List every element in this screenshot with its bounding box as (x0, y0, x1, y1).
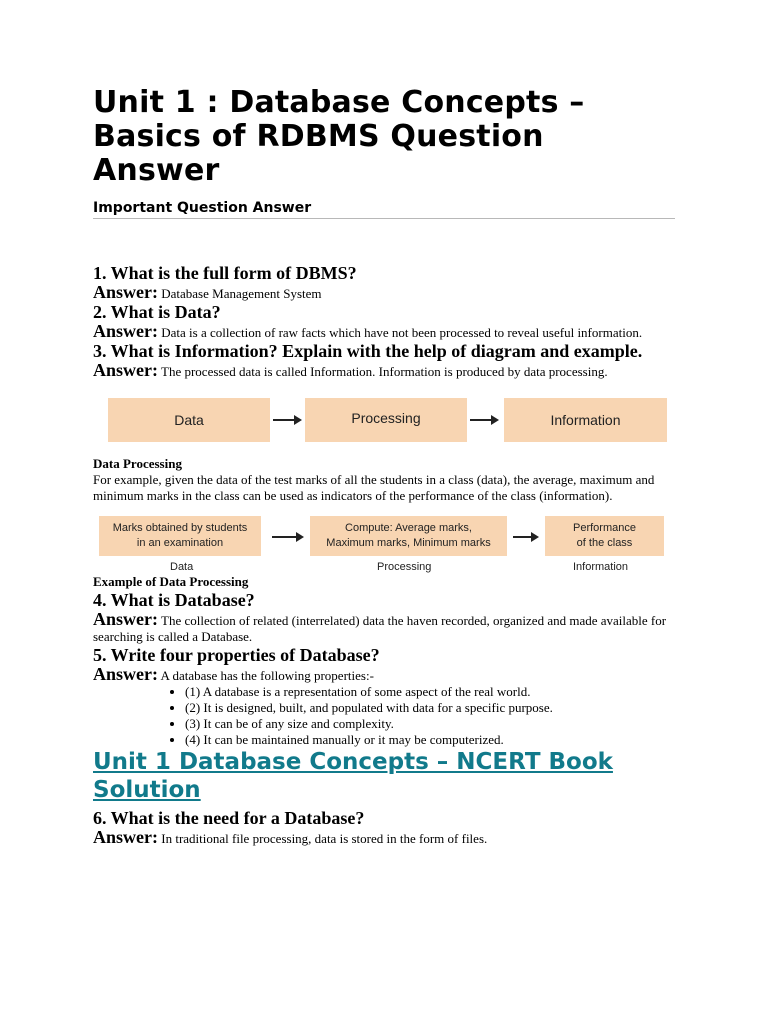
example-box-information (545, 516, 664, 556)
answer-3-text: The processed data is called Information. Information is produced by data processing. (161, 364, 608, 379)
list-item: • (3) It can be of any size and complexity. (185, 716, 675, 732)
question-6: 6. What is the need for a Database? (93, 808, 365, 828)
answer-1 (93, 284, 675, 302)
question-1: 1. What is the full form of DBMS? (93, 263, 357, 283)
answer-label: Answer: (93, 609, 158, 629)
diagram-box-data: Data (108, 398, 270, 442)
example-box-data (99, 516, 261, 556)
arrow-icon (272, 536, 302, 538)
page-subtitle: Important Question Answer (93, 200, 675, 219)
answer-4-text: The collection of related (interrelated) data the haven recorded, organized and made available for searching is called a Database. (93, 613, 667, 644)
answer-label: Answer: (93, 827, 158, 847)
example-box-processing-line2: Maximum marks, Minimum marks (326, 537, 491, 549)
example-box-data-line1: Marks obtained by students (112, 522, 248, 534)
example-box-information-line1: Performance (573, 522, 636, 534)
arrow-icon (273, 419, 300, 421)
answer-5 (93, 666, 675, 684)
example-box-data-line2: in an examination (136, 537, 224, 549)
example-processing-diagram (99, 516, 675, 576)
answer-label: Answer: (93, 321, 158, 341)
list-item: • (4) It can be maintained manually or it may be computerized. (185, 732, 675, 748)
answer-label: Answer: (93, 664, 158, 684)
answer-6-text: In traditional file processing, data is stored in the form of files. (161, 831, 488, 846)
answer-5-text: A database has the following properties:- (160, 668, 374, 683)
diagram-caption-1: Data Processing (93, 456, 182, 471)
diagram-caption-2: Example of Data Processing (93, 574, 249, 589)
arrow-icon (470, 419, 497, 421)
example-label-data: Data (170, 561, 194, 573)
example-text: For example, given the data of the test marks of all the students in a class (data), the average, maximum and minimum marks in the class can be used as indicators of the performance of the class (information). (93, 472, 655, 503)
answer-label: Answer: (93, 360, 158, 380)
list-item: • (1) A database is a representation of some aspect of the real world. (185, 684, 675, 700)
ncert-solution-link[interactable]: Unit 1 Database Concepts – NCERT Book Solution (93, 749, 613, 803)
example-box-processing (310, 516, 507, 556)
diagram-box-processing: Processing (305, 398, 467, 442)
page-title: Unit 1 : Database Concepts – Basics of RDBMS Question Answer (93, 85, 585, 188)
answer-6 (93, 829, 675, 847)
arrow-icon (513, 536, 537, 538)
question-3: 3. What is Information? Explain with the help of diagram and example. (93, 341, 643, 361)
document-page (93, 86, 675, 847)
answer-2 (93, 323, 675, 341)
properties-list (93, 684, 675, 748)
question-4: 4. What is Database? (93, 590, 255, 610)
answer-3 (93, 362, 675, 380)
diagram-box-information: Information (504, 398, 667, 442)
answer-label: Answer: (93, 282, 158, 302)
list-item: • (2) It is designed, built, and populated with data for a specific purpose. (185, 700, 675, 716)
data-processing-diagram (108, 398, 684, 442)
answer-2-text: Data is a collection of raw facts which have not been processed to reveal useful information. (161, 325, 643, 340)
answer-1-text: Database Management System (161, 286, 322, 301)
question-5: 5. Write four properties of Database? (93, 645, 380, 665)
example-box-information-line2: of the class (576, 537, 633, 549)
example-box-processing-line1: Compute: Average marks, (345, 522, 472, 534)
example-label-processing: Processing (377, 561, 432, 573)
answer-4 (93, 611, 675, 645)
question-2: 2. What is Data? (93, 302, 221, 322)
example-label-information: Information (573, 561, 629, 573)
